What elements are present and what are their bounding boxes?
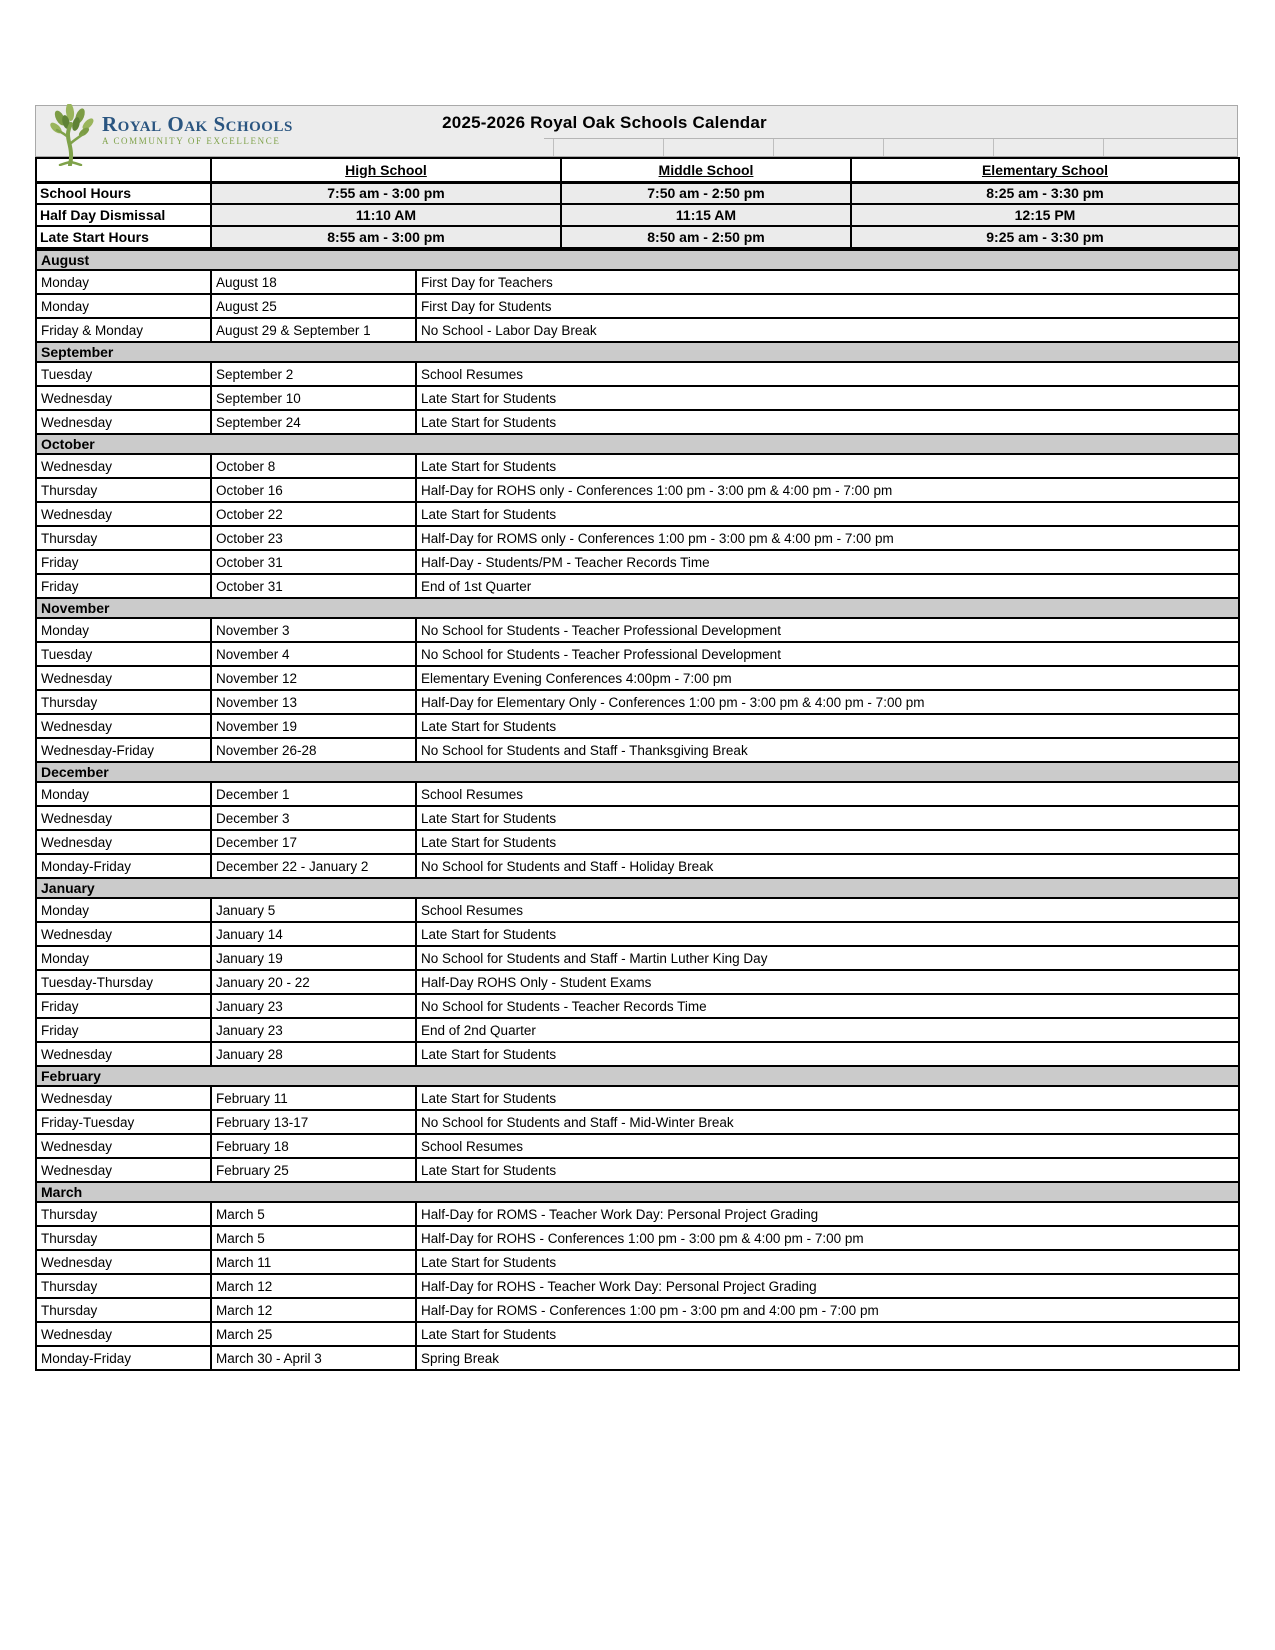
document-header [35,105,1238,157]
day-cell: Friday & Monday [36,318,211,342]
calendar-row [36,270,1239,294]
calendar-row [36,1018,1239,1042]
calendar-row [36,994,1239,1018]
date-cell: January 23 [211,994,416,1018]
calendar-table [35,249,1240,1371]
day-cell: Monday [36,270,211,294]
month-header: October [36,434,1239,454]
event-cell: End of 1st Quarter [416,574,1239,598]
calendar-row [36,1110,1239,1134]
logo-tagline: A COMMUNITY OF EXCELLENCE [102,136,281,146]
event-cell: No School for Students and Staff - Martin Luther King Day [416,946,1239,970]
date-cell: January 20 - 22 [211,970,416,994]
calendar-row [36,690,1239,714]
calendar-row [36,1322,1239,1346]
event-cell: Late Start for Students [416,1158,1239,1182]
event-cell: Half-Day for Elementary Only - Conferences 1:00 pm - 3:00 pm & 4:00 pm - 7:00 pm [416,690,1239,714]
month-header: January [36,878,1239,898]
hours-value: 11:10 AM [211,204,561,226]
day-cell: Thursday [36,1202,211,1226]
event-cell: Late Start for Students [416,714,1239,738]
calendar-row [36,642,1239,666]
school-logo [46,104,293,164]
date-cell: February 13-17 [211,1110,416,1134]
month-band-row [36,434,1239,454]
day-cell: Wednesday [36,922,211,946]
day-cell: Monday [36,898,211,922]
date-cell: December 3 [211,806,416,830]
event-cell: No School for Students - Teacher Professional Development [416,618,1239,642]
date-cell: January 5 [211,898,416,922]
event-cell: School Resumes [416,898,1239,922]
column-header-elementary-school: Elementary School [851,158,1239,182]
day-cell: Wednesday [36,830,211,854]
day-cell: Wednesday [36,1042,211,1066]
hours-value: 7:55 am - 3:00 pm [211,182,561,204]
date-cell: December 1 [211,782,416,806]
calendar-row [36,1250,1239,1274]
event-cell: School Resumes [416,782,1239,806]
day-cell: Wednesday [36,806,211,830]
event-cell: Spring Break [416,1346,1239,1370]
header-grid-divider [663,139,664,156]
page-title: 2025-2026 Royal Oak Schools Calendar [442,112,767,132]
event-cell: Late Start for Students [416,1042,1239,1066]
date-cell: March 5 [211,1202,416,1226]
day-cell: Wednesday [36,714,211,738]
day-cell: Wednesday [36,666,211,690]
date-cell: November 26-28 [211,738,416,762]
calendar-row [36,1134,1239,1158]
day-cell: Friday-Tuesday [36,1110,211,1134]
calendar-row [36,1346,1239,1370]
calendar-row [36,806,1239,830]
day-cell: Monday [36,946,211,970]
calendar-row [36,946,1239,970]
day-cell: Wednesday [36,502,211,526]
event-cell: Late Start for Students [416,1322,1239,1346]
calendar-row [36,410,1239,434]
date-cell: November 19 [211,714,416,738]
event-cell: Elementary Evening Conferences 4:00pm - 7:00 pm [416,666,1239,690]
day-cell: Thursday [36,690,211,714]
school-hours-row [36,182,1239,204]
hours-row-label: Late Start Hours [36,226,211,248]
date-cell: February 18 [211,1134,416,1158]
event-cell: No School for Students - Teacher Records Time [416,994,1239,1018]
date-cell: August 18 [211,270,416,294]
month-header: December [36,762,1239,782]
calendar-row [36,318,1239,342]
date-cell: October 22 [211,502,416,526]
date-cell: December 17 [211,830,416,854]
calendar-row [36,970,1239,994]
month-header: February [36,1066,1239,1086]
column-header-middle-school: Middle School [561,158,851,182]
event-cell: Half-Day for ROMS only - Conferences 1:00 pm - 3:00 pm & 4:00 pm - 7:00 pm [416,526,1239,550]
date-cell: October 16 [211,478,416,502]
event-cell: No School for Students and Staff - Mid-Winter Break [416,1110,1239,1134]
month-band-row [36,1182,1239,1202]
event-cell: Late Start for Students [416,454,1239,478]
day-cell: Monday-Friday [36,1346,211,1370]
day-cell: Friday [36,574,211,598]
event-cell: School Resumes [416,362,1239,386]
event-cell: Half-Day ROHS Only - Student Exams [416,970,1239,994]
hours-value: 8:50 am - 2:50 pm [561,226,851,248]
month-band-row [36,598,1239,618]
day-cell: Friday [36,550,211,574]
event-cell: Half-Day for ROHS - Conferences 1:00 pm - 3:00 pm & 4:00 pm - 7:00 pm [416,1226,1239,1250]
event-cell: Late Start for Students [416,830,1239,854]
date-cell: August 29 & September 1 [211,318,416,342]
date-cell: February 11 [211,1086,416,1110]
date-cell: August 25 [211,294,416,318]
day-cell: Thursday [36,1274,211,1298]
event-cell: Late Start for Students [416,922,1239,946]
header-grid-line [544,138,1237,139]
day-cell: Tuesday [36,362,211,386]
calendar-row [36,898,1239,922]
calendar-row [36,1086,1239,1110]
event-cell: Late Start for Students [416,1086,1239,1110]
day-cell: Thursday [36,526,211,550]
day-cell: Wednesday [36,1322,211,1346]
day-cell: Thursday [36,1226,211,1250]
hours-row-label: Half Day Dismissal [36,204,211,226]
date-cell: November 4 [211,642,416,666]
date-cell: October 8 [211,454,416,478]
event-cell: Half-Day for ROMS - Conferences 1:00 pm - 3:00 pm and 4:00 pm - 7:00 pm [416,1298,1239,1322]
date-cell: February 25 [211,1158,416,1182]
calendar-row [36,1298,1239,1322]
calendar-row [36,454,1239,478]
calendar-row [36,1158,1239,1182]
date-cell: January 23 [211,1018,416,1042]
day-cell: Wednesday [36,386,211,410]
header-grid-divider [993,139,994,156]
day-cell: Monday [36,294,211,318]
calendar-row [36,782,1239,806]
month-header: September [36,342,1239,362]
event-cell: Late Start for Students [416,410,1239,434]
day-cell: Tuesday-Thursday [36,970,211,994]
header-grid-divider [553,139,554,156]
month-band-row [36,250,1239,270]
event-cell: Late Start for Students [416,386,1239,410]
day-cell: Thursday [36,478,211,502]
calendar-row [36,478,1239,502]
date-cell: March 12 [211,1298,416,1322]
day-cell: Wednesday [36,1250,211,1274]
date-cell: October 23 [211,526,416,550]
tree-icon [46,104,100,166]
date-cell: January 28 [211,1042,416,1066]
date-cell: September 10 [211,386,416,410]
hours-value: 9:25 am - 3:30 pm [851,226,1239,248]
date-cell: March 5 [211,1226,416,1250]
day-cell: Wednesday [36,1134,211,1158]
date-cell: January 14 [211,922,416,946]
date-cell: September 2 [211,362,416,386]
calendar-row [36,1202,1239,1226]
event-cell: Late Start for Students [416,502,1239,526]
day-cell: Friday [36,994,211,1018]
header-grid-divider [1103,139,1104,156]
date-cell: March 30 - April 3 [211,1346,416,1370]
event-cell: Half-Day for ROHS - Teacher Work Day: Personal Project Grading [416,1274,1239,1298]
calendar-row [36,502,1239,526]
day-cell: Wednesday [36,1158,211,1182]
event-cell: Late Start for Students [416,1250,1239,1274]
date-cell: March 12 [211,1274,416,1298]
day-cell: Friday [36,1018,211,1042]
half-day-dismissal-row [36,204,1239,226]
calendar-row [36,738,1239,762]
event-cell: No School for Students and Staff - Thanksgiving Break [416,738,1239,762]
calendar-row [36,1274,1239,1298]
date-cell: November 3 [211,618,416,642]
column-header-high-school: High School [211,158,561,182]
event-cell: End of 2nd Quarter [416,1018,1239,1042]
date-cell: October 31 [211,550,416,574]
hours-value: 12:15 PM [851,204,1239,226]
logo-name: Royal Oak Schools [102,112,293,136]
day-cell: Wednesday [36,454,211,478]
day-cell: Thursday [36,1298,211,1322]
event-cell: School Resumes [416,1134,1239,1158]
calendar-document [35,105,1238,1371]
calendar-row [36,830,1239,854]
calendar-row [36,618,1239,642]
date-cell: March 11 [211,1250,416,1274]
event-cell: No School - Labor Day Break [416,318,1239,342]
day-cell: Monday [36,782,211,806]
month-band-row [36,342,1239,362]
calendar-row [36,574,1239,598]
calendar-row [36,922,1239,946]
calendar-row [36,386,1239,410]
header-grid-divider [773,139,774,156]
event-cell: Late Start for Students [416,806,1239,830]
calendar-row [36,666,1239,690]
month-band-row [36,762,1239,782]
month-band-row [36,878,1239,898]
event-cell: Half-Day for ROMS - Teacher Work Day: Personal Project Grading [416,1202,1239,1226]
hours-value: 11:15 AM [561,204,851,226]
event-cell: First Day for Teachers [416,270,1239,294]
event-cell: First Day for Students [416,294,1239,318]
date-cell: January 19 [211,946,416,970]
calendar-row [36,1226,1239,1250]
month-header: March [36,1182,1239,1202]
date-cell: September 24 [211,410,416,434]
late-start-hours-row [36,226,1239,248]
hours-value: 8:55 am - 3:00 pm [211,226,561,248]
hours-row-label: School Hours [36,182,211,204]
day-cell: Tuesday [36,642,211,666]
date-cell: November 12 [211,666,416,690]
month-header: November [36,598,1239,618]
logo-text [102,114,293,146]
day-cell: Wednesday-Friday [36,738,211,762]
month-band-row [36,1066,1239,1086]
month-header: August [36,250,1239,270]
calendar-row [36,854,1239,878]
calendar-row [36,294,1239,318]
calendar-row [36,526,1239,550]
calendar-row [36,550,1239,574]
calendar-row [36,362,1239,386]
date-cell: November 13 [211,690,416,714]
day-cell: Monday [36,618,211,642]
calendar-row [36,1042,1239,1066]
school-hours-table [35,157,1240,249]
date-cell: October 31 [211,574,416,598]
event-cell: No School for Students and Staff - Holiday Break [416,854,1239,878]
hours-value: 7:50 am - 2:50 pm [561,182,851,204]
day-cell: Monday-Friday [36,854,211,878]
event-cell: No School for Students - Teacher Professional Development [416,642,1239,666]
header-grid-divider [883,139,884,156]
event-cell: Half-Day for ROHS only - Conferences 1:00 pm - 3:00 pm & 4:00 pm - 7:00 pm [416,478,1239,502]
calendar-row [36,714,1239,738]
date-cell: March 25 [211,1322,416,1346]
day-cell: Wednesday [36,410,211,434]
day-cell: Wednesday [36,1086,211,1110]
hours-value: 8:25 am - 3:30 pm [851,182,1239,204]
event-cell: Half-Day - Students/PM - Teacher Records Time [416,550,1239,574]
date-cell: December 22 - January 2 [211,854,416,878]
